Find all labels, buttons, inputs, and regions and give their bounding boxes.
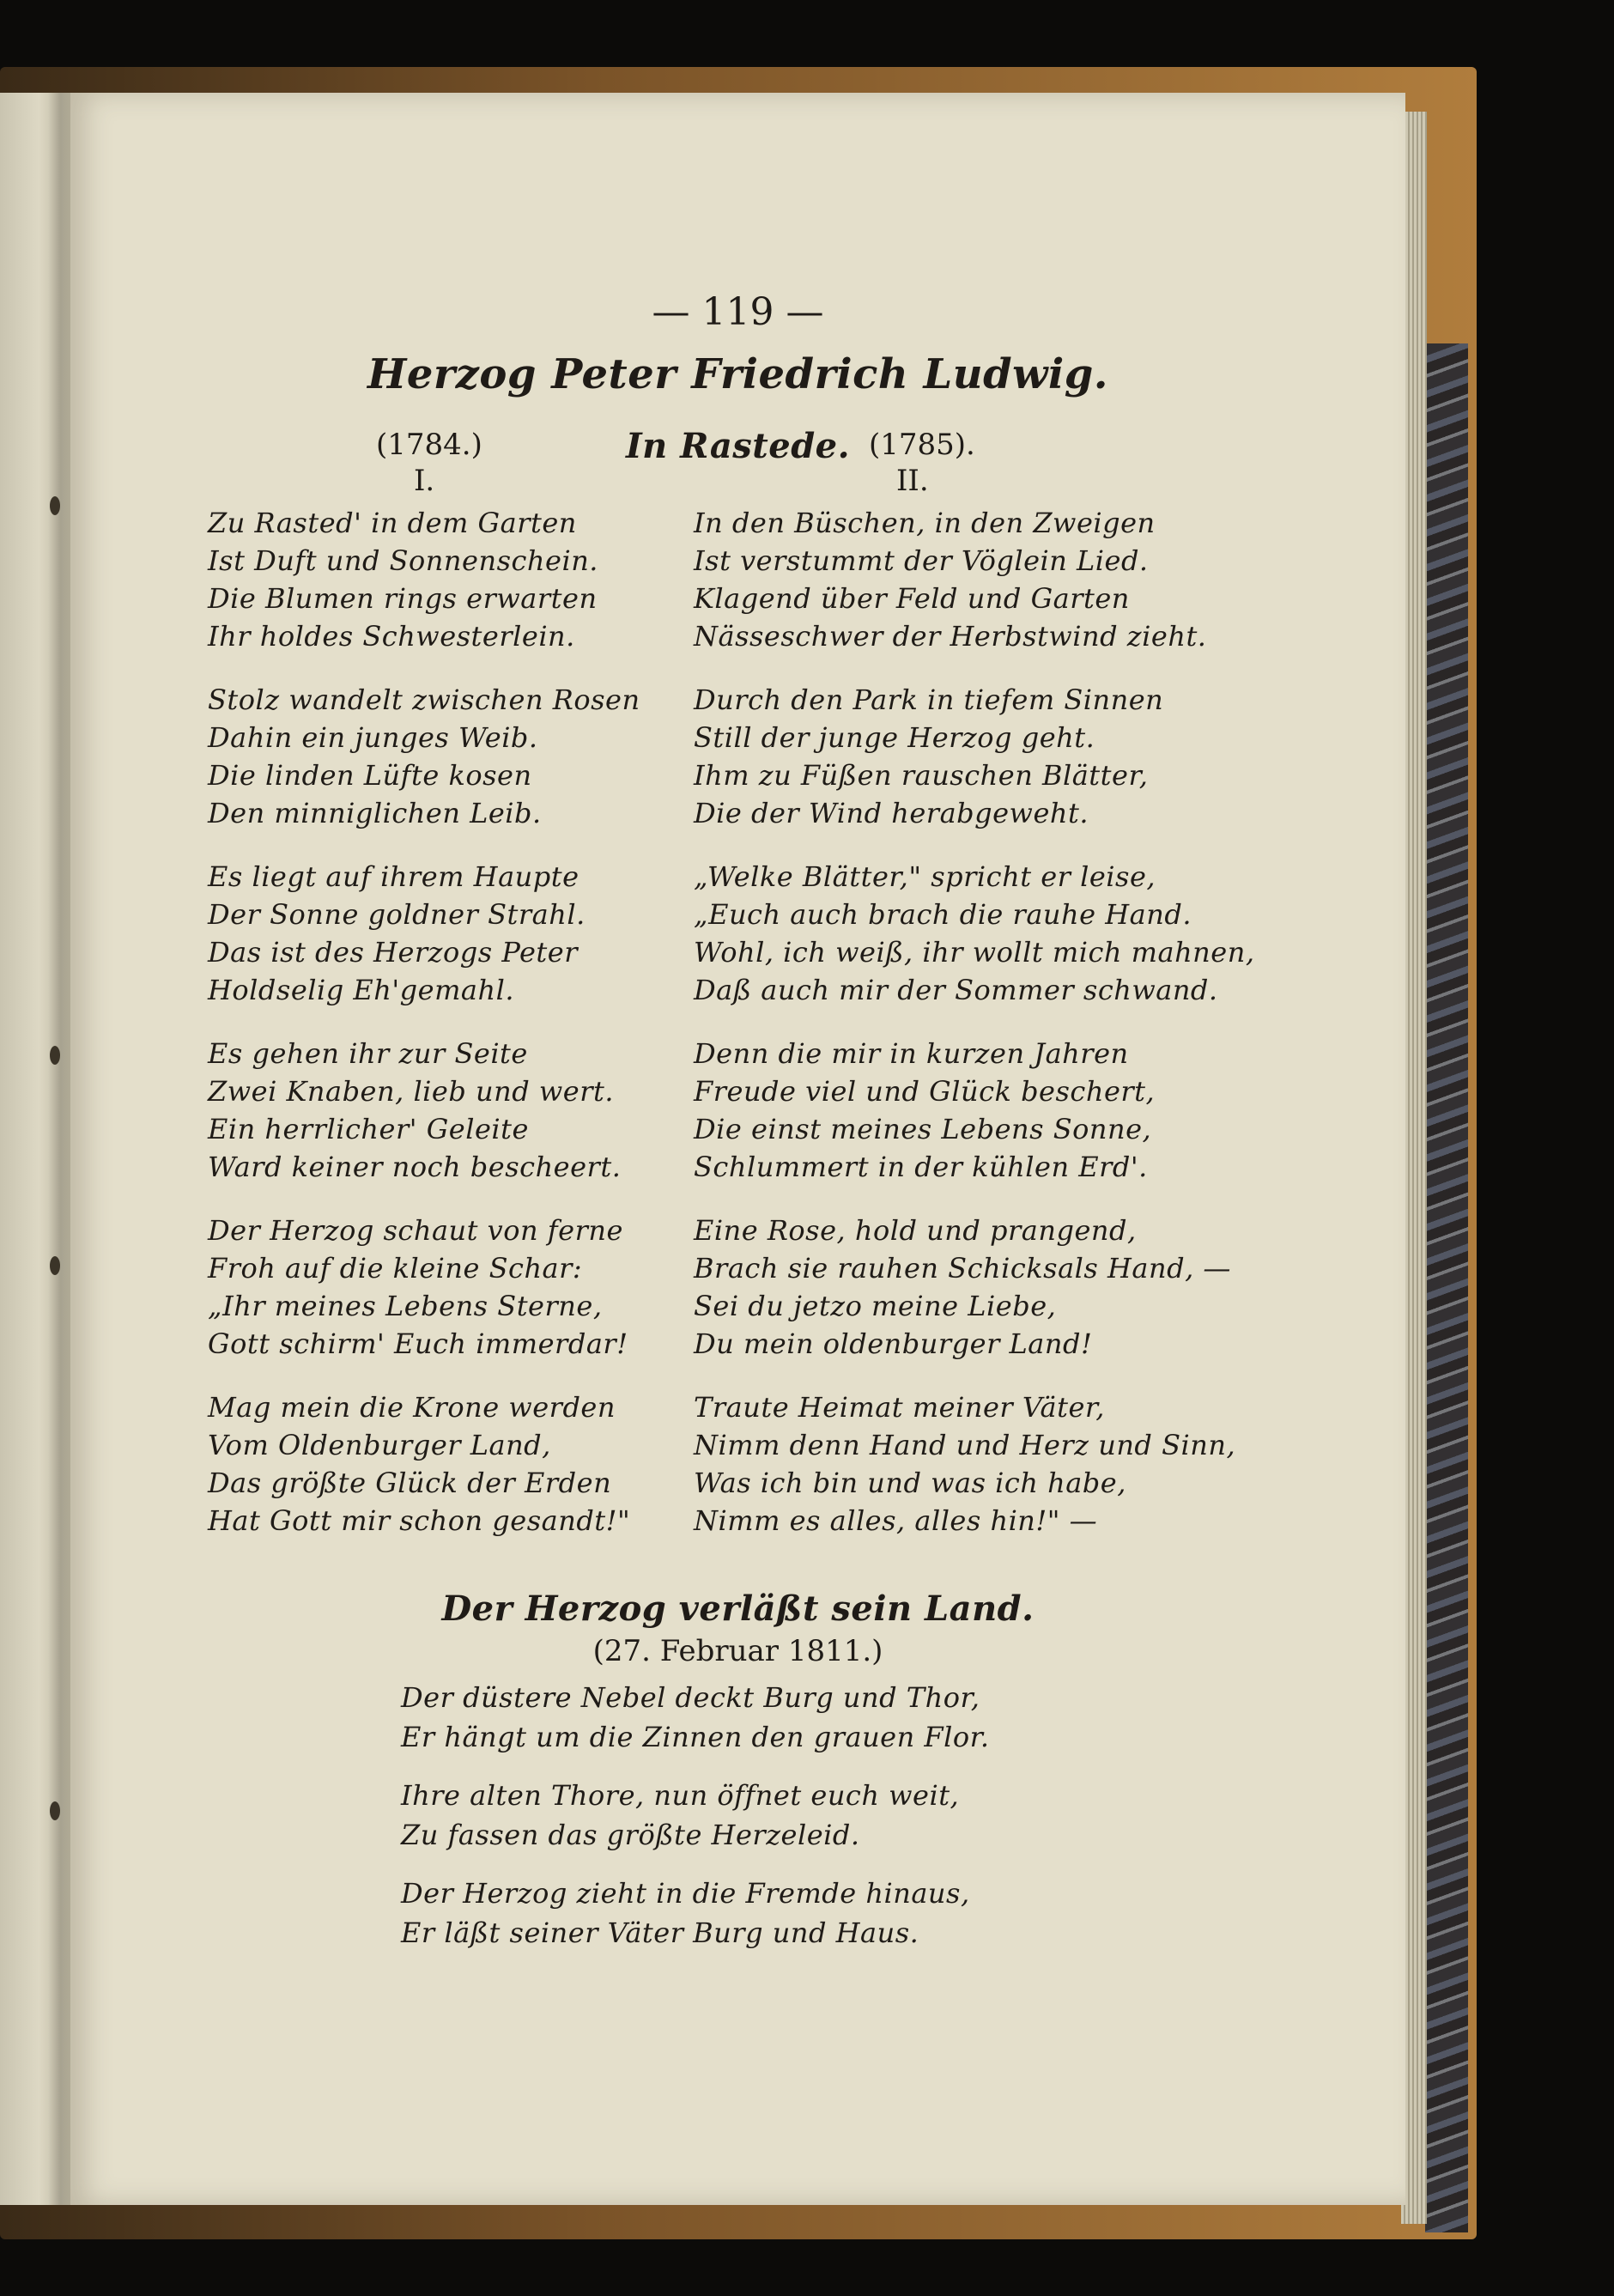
- poem-line: Die Blumen rings erwarten: [208, 582, 598, 615]
- binding-stitch: [50, 1046, 60, 1065]
- poem-line: Eine Rose, hold und prangend,: [694, 1214, 1137, 1247]
- poem-line: Wohl, ich weiß, ihr wollt mich mahnen,: [694, 936, 1255, 969]
- binding-stitch: [50, 1256, 60, 1275]
- poem-line: Gott schirm' Euch immerdar!: [208, 1327, 628, 1360]
- left-year: (1784.): [376, 428, 482, 462]
- gutter-shadow: [48, 93, 70, 2205]
- poem-line: Freude viel und Glück beschert,: [694, 1075, 1156, 1108]
- poem-line: Der Herzog schaut von ferne: [208, 1214, 623, 1247]
- poem-line: Ist verstummt der Vöglein Lied.: [694, 544, 1149, 577]
- marbled-board-edge: [1425, 343, 1468, 2232]
- poem-line: Daß auch mir der Sommer schwand.: [694, 974, 1218, 1006]
- poem-line: Nässeschwer der Herbstwind zieht.: [694, 620, 1207, 653]
- poem-line: Ward keiner noch bescheert.: [208, 1151, 622, 1183]
- poem-line: Stolz wandelt zwischen Rosen: [208, 683, 640, 716]
- poem-line: Ihr holdes Schwesterlein.: [208, 620, 575, 653]
- poem-line: Die der Wind herabgeweht.: [694, 797, 1089, 829]
- poem-line: Still der junge Herzog geht.: [694, 721, 1095, 754]
- second-poem-date: (27. Februar 1811.): [592, 1634, 883, 1668]
- poem-line: Das größte Glück der Erden: [208, 1467, 612, 1499]
- binding-stitch: [50, 496, 60, 515]
- poem-line: Es liegt auf ihrem Haupte: [208, 860, 579, 893]
- poem-line: „Welke Blätter," spricht er leise,: [694, 860, 1156, 893]
- poem-line: Mag mein die Krone werden: [208, 1391, 616, 1424]
- poem-line: Nimm es alles, alles hin!" —: [694, 1504, 1098, 1537]
- poem-line: Du mein oldenburger Land!: [694, 1327, 1093, 1360]
- poem-line: Dahin ein junges Weib.: [208, 721, 538, 754]
- page-number: — 119 —: [652, 290, 824, 334]
- poem-line: Der düstere Nebel deckt Burg und Thor,: [401, 1681, 980, 1714]
- poem-line: Sei du jetzo meine Liebe,: [694, 1290, 1057, 1322]
- book-page: [70, 93, 1405, 2205]
- poem-line: In den Büschen, in den Zweigen: [694, 507, 1156, 539]
- poem-line: Was ich bin und was ich habe,: [694, 1467, 1126, 1499]
- second-poem-title: Der Herzog verläßt sein Land.: [441, 1588, 1035, 1629]
- poem-line: Das ist des Herzogs Peter: [208, 936, 578, 969]
- poem-line: Zu Rasted' in dem Garten: [208, 507, 577, 539]
- page-title: Herzog Peter Friedrich Ludwig.: [367, 350, 1109, 398]
- right-numeral: II.: [896, 464, 929, 498]
- poem-line: Traute Heimat meiner Väter,: [694, 1391, 1105, 1424]
- poem-line: Ein herrlicher' Geleite: [208, 1113, 529, 1145]
- poem-line: Schlummert in der kühlen Erd'.: [694, 1151, 1148, 1183]
- poem-line: Ihre alten Thore, nun öffnet euch weit,: [401, 1779, 960, 1812]
- poem-line: „Ihr meines Lebens Sterne,: [208, 1290, 603, 1322]
- poem-line: Ist Duft und Sonnenschein.: [208, 544, 598, 577]
- poem-line: Zu fassen das größte Herzeleid.: [401, 1819, 860, 1851]
- poem-line: Zwei Knaben, lieb und wert.: [208, 1075, 615, 1108]
- section-title: In Rastede.: [625, 426, 851, 466]
- binding-stitch: [50, 1801, 60, 1820]
- poem-line: Den minniglichen Leib.: [208, 797, 542, 829]
- poem-line: Ihm zu Füßen rauschen Blätter,: [694, 759, 1149, 792]
- poem-line: Durch den Park in tiefem Sinnen: [694, 683, 1164, 716]
- poem-line: Er läßt seiner Väter Burg und Haus.: [401, 1916, 919, 1949]
- poem-line: Es gehen ihr zur Seite: [208, 1037, 528, 1070]
- poem-line: Vom Oldenburger Land,: [208, 1429, 551, 1461]
- poem-line: Holdselig Eh'gemahl.: [208, 974, 514, 1006]
- poem-line: Er hängt um die Zinnen den grauen Flor.: [401, 1721, 990, 1753]
- poem-line: Klagend über Feld und Garten: [694, 582, 1130, 615]
- right-year: (1785).: [869, 428, 975, 462]
- left-numeral: I.: [414, 464, 435, 498]
- poem-line: Nimm denn Hand und Herz und Sinn,: [694, 1429, 1236, 1461]
- poem-line: Froh auf die kleine Schar:: [208, 1252, 583, 1285]
- poem-line: „Euch auch brach die rauhe Hand.: [694, 898, 1192, 931]
- poem-line: Denn die mir in kurzen Jahren: [694, 1037, 1129, 1070]
- poem-line: Brach sie rauhen Schicksals Hand, —: [694, 1252, 1231, 1285]
- poem-line: Der Herzog zieht in die Fremde hinaus,: [401, 1877, 970, 1910]
- poem-line: Hat Gott mir schon gesandt!": [208, 1504, 631, 1537]
- poem-line: Der Sonne goldner Strahl.: [208, 898, 586, 931]
- poem-line: Die linden Lüfte kosen: [208, 759, 532, 792]
- poem-line: Die einst meines Lebens Sonne,: [694, 1113, 1152, 1145]
